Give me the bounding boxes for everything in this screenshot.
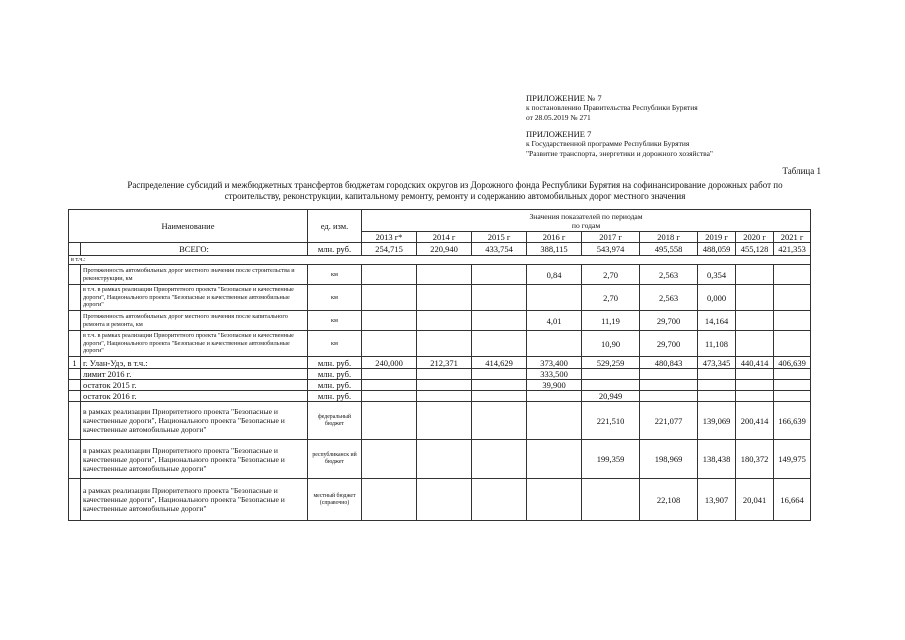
- row-value: [736, 380, 774, 391]
- row-value: [736, 391, 774, 402]
- row-value: [417, 331, 472, 357]
- row-value: [698, 391, 736, 402]
- row-value: 13,907: [698, 479, 736, 521]
- row-value: [362, 391, 417, 402]
- row-value: [698, 380, 736, 391]
- row-value: 414,629: [472, 357, 527, 369]
- row-value: 22,108: [640, 479, 698, 521]
- row-value: [417, 402, 472, 440]
- row-value: 16,664: [774, 479, 811, 521]
- table-row: [69, 380, 811, 391]
- row-value: 480,843: [640, 357, 698, 369]
- row-number: [69, 311, 81, 331]
- row-name: остаток 2015 г.: [81, 380, 308, 391]
- appendix-title-2: ПРИЛОЖЕНИЕ 7: [526, 129, 592, 139]
- row-value: [362, 311, 417, 331]
- appendix-title-1: ПРИЛОЖЕНИЕ № 7: [526, 93, 602, 103]
- row-name: лимит 2016 г.: [81, 369, 308, 380]
- row-name: в т.ч. в рамках реализации Приоритетного проекта "Безопасные и качественные дороги", Национального проекта "Безопасные и качественные автомобильные дороги": [81, 331, 308, 357]
- row-unit: млн. руб.: [308, 391, 362, 402]
- row-value: [774, 311, 811, 331]
- row-value: 495,558: [640, 243, 698, 256]
- row-value: [527, 440, 582, 479]
- row-value: 11,19: [582, 311, 640, 331]
- row-unit: федеральный бюджет: [308, 402, 362, 440]
- row-value: [362, 285, 417, 311]
- row-value: [736, 311, 774, 331]
- row-number: [69, 440, 81, 479]
- row-name: ВСЕГО:: [81, 243, 308, 256]
- row-value: [736, 265, 774, 285]
- title-line-2: строительству, реконструкции, капитальному ремонту, ремонту и содержанию автомобильных дорог местного значения: [224, 191, 686, 201]
- row-value: [362, 369, 417, 380]
- row-value: 333,500: [527, 369, 582, 380]
- row-value: 29,700: [640, 331, 698, 357]
- row-value: [472, 331, 527, 357]
- table-row: [69, 256, 811, 265]
- row-value: 455,128: [736, 243, 774, 256]
- row-unit: км: [308, 265, 362, 285]
- table-row: [69, 331, 811, 357]
- row-number: [69, 380, 81, 391]
- row-value: [582, 380, 640, 391]
- row-value: [774, 265, 811, 285]
- row-unit: республиканск ий бюджет: [308, 440, 362, 479]
- row-value: 473,345: [698, 357, 736, 369]
- row-value: 240,000: [362, 357, 417, 369]
- row-number: [69, 391, 81, 402]
- row-value: 388,115: [527, 243, 582, 256]
- row-number: [69, 402, 81, 440]
- row-value: [640, 380, 698, 391]
- row-value: [774, 380, 811, 391]
- appendix-header-1: [526, 93, 698, 123]
- row-unit: млн. руб.: [308, 369, 362, 380]
- row-value: [362, 380, 417, 391]
- header-year: 2017 г: [582, 232, 640, 243]
- row-value: 0,84: [527, 265, 582, 285]
- row-value: [472, 311, 527, 331]
- row-value: [472, 479, 527, 521]
- row-value: 373,400: [527, 357, 582, 369]
- row-name: Протяженность автомобильных дорог местного значения после строительства и реконструкции, км: [81, 265, 308, 285]
- row-value: [582, 479, 640, 521]
- row-value: [582, 369, 640, 380]
- row-value: [527, 331, 582, 357]
- row-value: [472, 440, 527, 479]
- appendix-line-2-2: к Государственной программе Республики Бурятия: [526, 139, 690, 148]
- row-value: 221,510: [582, 402, 640, 440]
- table-row: [69, 369, 811, 380]
- row-value: [527, 402, 582, 440]
- header-year: 2021 г: [774, 232, 811, 243]
- row-value: 11,108: [698, 331, 736, 357]
- row-unit: местный бюджет (справочно): [308, 479, 362, 521]
- row-number: [69, 479, 81, 521]
- header-name: Наименование: [69, 210, 308, 243]
- row-value: [527, 479, 582, 521]
- row-value: 221,077: [640, 402, 698, 440]
- row-name: остаток 2016 г.: [81, 391, 308, 402]
- row-value: 543,974: [582, 243, 640, 256]
- row-value: 254,715: [362, 243, 417, 256]
- row-unit: км: [308, 285, 362, 311]
- row-value: 139,069: [698, 402, 736, 440]
- table-row: [69, 285, 811, 311]
- appendix-line-2-3: "Развитие транспорта, энергетики и дорожного хозяйства": [526, 149, 713, 158]
- row-value: [736, 331, 774, 357]
- row-number: [69, 331, 81, 357]
- row-value: [362, 440, 417, 479]
- row-unit: млн. руб.: [308, 357, 362, 369]
- row-value: [736, 369, 774, 380]
- table-row: [69, 243, 811, 256]
- row-value: [527, 391, 582, 402]
- row-value: [417, 311, 472, 331]
- row-name: Протяженность автомобильных дорог местного значения после капитального ремонта и ремонта, км: [81, 311, 308, 331]
- row-value: [362, 479, 417, 521]
- header-year: 2013 г*: [362, 232, 417, 243]
- row-value: [417, 479, 472, 521]
- row-value: [417, 440, 472, 479]
- row-value: [362, 331, 417, 357]
- row-value: [774, 285, 811, 311]
- row-value: [774, 369, 811, 380]
- row-value: 212,371: [417, 357, 472, 369]
- row-value: [417, 391, 472, 402]
- table-row: [69, 391, 811, 402]
- row-value: 440,414: [736, 357, 774, 369]
- row-value: 138,438: [698, 440, 736, 479]
- row-value: [417, 380, 472, 391]
- row-value: 200,414: [736, 402, 774, 440]
- row-value: [472, 380, 527, 391]
- row-value: [417, 265, 472, 285]
- table-number: Таблица 1: [782, 166, 821, 176]
- row-value: 39,900: [527, 380, 582, 391]
- row-unit: млн. руб.: [308, 243, 362, 256]
- header-values: [362, 210, 811, 232]
- title-line-1: Распределение субсидий и межбюджетных трансфертов бюджетам городских округов из Дорожного фонда Республики Бурятия на софинансирование дорожных работ по: [127, 180, 783, 190]
- row-number: [69, 243, 81, 256]
- row-value: 2,70: [582, 285, 640, 311]
- subsidy-table: [68, 209, 811, 521]
- row-value: 149,975: [774, 440, 811, 479]
- row-value: [472, 369, 527, 380]
- row-value: 421,353: [774, 243, 811, 256]
- row-value: [472, 285, 527, 311]
- row-value: 0,000: [698, 285, 736, 311]
- header-year: 2014 г: [417, 232, 472, 243]
- row-value: 10,90: [582, 331, 640, 357]
- header-values-line-2: по годам: [571, 220, 601, 230]
- row-name: а рамках реализации Приоритетного проекта "Безопасные и качественные дороги", Национального проекта "Безопасные и качественные автомобильные дороги": [81, 479, 308, 521]
- appendix-line-1-2: к постановлению Правительства Республики Бурятия: [526, 103, 698, 112]
- row-name: в рамках реализации Приоритетного проекта "Безопасные и качественные дороги", Национального проекта "Безопасные и качественные автомобильные дороги": [81, 440, 308, 479]
- row-value: 433,754: [472, 243, 527, 256]
- header-year: 2020 г: [736, 232, 774, 243]
- row-value: 2,70: [582, 265, 640, 285]
- row-value: 14,164: [698, 311, 736, 331]
- row-value: [774, 331, 811, 357]
- row-value: 166,639: [774, 402, 811, 440]
- row-number: [69, 369, 81, 380]
- document-title: [70, 180, 840, 202]
- row-number: 1: [69, 357, 81, 369]
- row-value: 2,563: [640, 265, 698, 285]
- row-value: 488,059: [698, 243, 736, 256]
- row-value: [640, 391, 698, 402]
- row-value: [417, 369, 472, 380]
- row-name: в т.ч. в рамках реализации Приоритетного проекта "Безопасные и качественные дороги", Национального проекта "Безопасные и качественные автомобильные дороги": [81, 285, 308, 311]
- row-unit: км: [308, 311, 362, 331]
- row-value: [774, 391, 811, 402]
- row-value: [362, 265, 417, 285]
- row-value: [362, 402, 417, 440]
- row-number: [69, 265, 81, 285]
- row-value: [417, 285, 472, 311]
- header-year: 2019 г: [698, 232, 736, 243]
- row-value: 529,259: [582, 357, 640, 369]
- row-value: 180,372: [736, 440, 774, 479]
- row-value: [527, 285, 582, 311]
- row-value: 20,041: [736, 479, 774, 521]
- row-value: 20,949: [582, 391, 640, 402]
- header-year: 2018 г: [640, 232, 698, 243]
- row-value: 29,700: [640, 311, 698, 331]
- table-row: [69, 265, 811, 285]
- header-year: 2015 г: [472, 232, 527, 243]
- header-values-line-1: Значения показателей по периодам: [529, 211, 643, 221]
- row-value: 406,639: [774, 357, 811, 369]
- row-name: г. Улан-Удэ, в т.ч.:: [81, 357, 308, 369]
- table-row: [69, 311, 811, 331]
- row-value: 4,01: [527, 311, 582, 331]
- header-unit: ед. изм.: [308, 210, 362, 243]
- header-year: 2016 г: [527, 232, 582, 243]
- row-value: [472, 402, 527, 440]
- appendix-line-1-3: от 28.05.2019 № 271: [526, 113, 591, 122]
- row-value: 198,969: [640, 440, 698, 479]
- row-value: [472, 265, 527, 285]
- row-value: 2,563: [640, 285, 698, 311]
- row-name: в рамках реализации Приоритетного проекта "Безопасные и качественные дороги", Национального проекта "Безопасные и качественные автомобильные дороги": [81, 402, 308, 440]
- table-row: [69, 440, 811, 479]
- table-row: [69, 357, 811, 369]
- row-number: [69, 285, 81, 311]
- row-subheading: в т.ч.:: [69, 256, 811, 265]
- row-value: [736, 285, 774, 311]
- row-unit: млн. руб.: [308, 380, 362, 391]
- row-value: [472, 391, 527, 402]
- table-row: [69, 479, 811, 521]
- row-unit: км: [308, 331, 362, 357]
- row-value: [698, 369, 736, 380]
- row-value: 220,940: [417, 243, 472, 256]
- row-value: 0,354: [698, 265, 736, 285]
- row-value: 199,359: [582, 440, 640, 479]
- table-row: [69, 402, 811, 440]
- row-value: [640, 369, 698, 380]
- appendix-header-2: [526, 129, 713, 159]
